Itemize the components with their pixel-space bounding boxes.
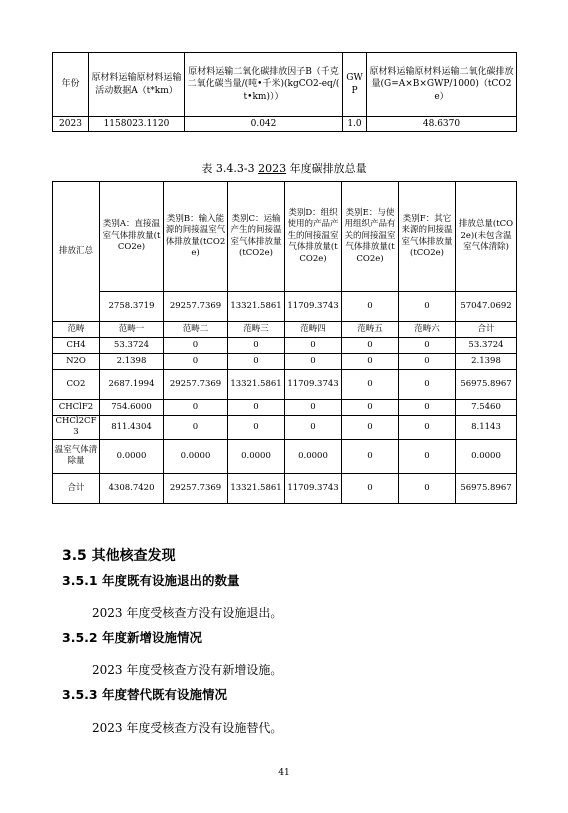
cell: 0 [399,338,456,354]
cell: 0 [228,354,285,370]
totals-row [53,292,517,322]
subsection-heading: 3.5.3 年度替代既有设施情况 [62,687,227,702]
cell: 754.6000 [100,400,164,416]
cell: 7.5460 [456,400,517,416]
cell: 0 [342,354,399,370]
cell: 0 [342,473,399,503]
cell: 0 [164,338,228,354]
cell: 0 [342,400,399,416]
cell: 0.0000 [100,439,164,473]
cell: CHCl2CF3 [53,416,100,440]
cell: 29257.7369 [164,370,228,400]
cell: 0 [399,473,456,503]
cell: N2O [53,354,100,370]
cell: 57047.0692 [456,292,517,322]
cell: 0 [164,354,228,370]
table-row [53,370,517,400]
cell: 0 [399,354,456,370]
cell: 0 [164,416,228,440]
cell: 2687.1994 [100,370,164,400]
cell: 0.0000 [285,439,342,473]
cell: 11709.3743 [285,370,342,400]
header-cell: 年份 [53,53,89,117]
header-cell: GWP [343,53,367,117]
cell: 2.1398 [456,354,517,370]
cell: CHClF2 [53,400,100,416]
cell: 0 [342,416,399,440]
cell: CO2 [53,370,100,400]
table-row [53,473,517,503]
cell: 0.0000 [228,439,285,473]
cell: 0 [228,416,285,440]
scope-header-row [53,322,517,338]
header-cell: 范畴一 [100,322,164,338]
header-cell: 排放总量(tCO2e)(未包含温室气体清除) [456,182,517,292]
cell: 29257.7369 [164,292,228,322]
header-cell: 合计 [456,322,517,338]
cell: 0 [228,400,285,416]
cell: 合计 [53,473,100,503]
cell: 8.1143 [456,416,517,440]
cell: 0 [399,416,456,440]
paragraph: 2023 年度受核查方没有新增设施。 [92,663,283,677]
header-cell: 范畴五 [342,322,399,338]
cell: 0 [342,292,399,322]
table-row [53,439,517,473]
cell: 4308.7420 [100,473,164,503]
cell: 0 [228,338,285,354]
header-cell: 原材料运输二氧化碳排放因子B（千克二氧化碳当量/(吨•千米)(kgCO2-eq/( t•km)）） [185,53,343,117]
cell: 48.6370 [367,117,517,132]
header-cell: 范畴四 [285,322,342,338]
header-cell: 类别C：运输产生的间接温室气体排放量(tCO2e) [228,182,285,292]
header-cell: 类别A：直接温室气体排放量(tCO2e) [100,182,164,292]
header-cell: 范畴三 [228,322,285,338]
cell: 0 [164,400,228,416]
table-caption: 表 3.4.3-3 2023 年度碳排放总量 [201,162,367,175]
cell: 0.0000 [164,439,228,473]
cell: 0 [285,354,342,370]
header-cell: 类别E：与使用组织产品有关的间接温室气体排放量(tCO2e) [342,182,399,292]
cell: 0 [342,338,399,354]
cell: 0.042 [185,117,343,132]
cell: 1158023.1120 [89,117,185,132]
cell: 11709.3743 [285,473,342,503]
header-cell: 类别B：输入能源的间接温室气体排放量(tCO2e) [164,182,228,292]
cell: 2758.3719 [100,292,164,322]
cell: 0 [399,292,456,322]
cell: 56975.8967 [456,473,517,503]
header-cell: 范畴 [53,322,100,338]
cell: 1.0 [343,117,367,132]
cell: 0 [399,439,456,473]
section-heading: 3.5 其他核查发现 [62,548,176,564]
table-row [53,400,517,416]
cell: 56975.8967 [456,370,517,400]
cell: 温室气体清除量 [53,439,100,473]
table-header-row [53,53,517,117]
cell: 0 [285,338,342,354]
cell: 0 [285,416,342,440]
cell: CH4 [53,338,100,354]
subsection-heading: 3.5.2 年度新增设施情况 [62,630,202,645]
cell: 53.3724 [456,338,517,354]
cell: 0 [285,400,342,416]
total-emission-table [52,181,517,504]
cell: 29257.7369 [164,473,228,503]
page-number: 41 [278,768,290,778]
cell: 13321.5861 [228,292,285,322]
cell: 2.1398 [100,354,164,370]
paragraph: 2023 年度受核查方没有设施替代。 [92,721,283,735]
cell: 13321.5861 [228,473,285,503]
header-cell: 类别D：组织使用的产品产生的间接温室气体排放量(tCO2e) [285,182,342,292]
table-row [53,117,517,132]
table-row [53,338,517,354]
cell: 11709.3743 [285,292,342,322]
cell: 0 [399,370,456,400]
header-cell: 原材料运输原材料运输二氧化碳排放量(G=A×B×GWP/1000)（tCO2e） [367,53,517,117]
paragraph: 2023 年度受核查方没有设施退出。 [92,606,283,620]
transport-emission-table [52,52,517,132]
cell: 811.4304 [100,416,164,440]
category-header-row [53,182,517,292]
table-row [53,416,517,440]
cell: 0.0000 [456,439,517,473]
cell: 13321.5861 [228,370,285,400]
header-cell: 类别F：其它来源的间接温室气体排放量(tCO2e) [399,182,456,292]
header-cell: 范畴二 [164,322,228,338]
cell: 0 [399,400,456,416]
cell: 53.3724 [100,338,164,354]
corner-cell: 排放汇总 [53,182,100,322]
cell: 0 [342,370,399,400]
subsection-heading: 3.5.1 年度既有设施退出的数量 [62,573,240,588]
cell: 0 [342,439,399,473]
cell: 2023 [53,117,89,132]
header-cell: 范畴六 [399,322,456,338]
table-row [53,354,517,370]
header-cell: 原材料运输原材料运输活动数据A（t*km） [89,53,185,117]
